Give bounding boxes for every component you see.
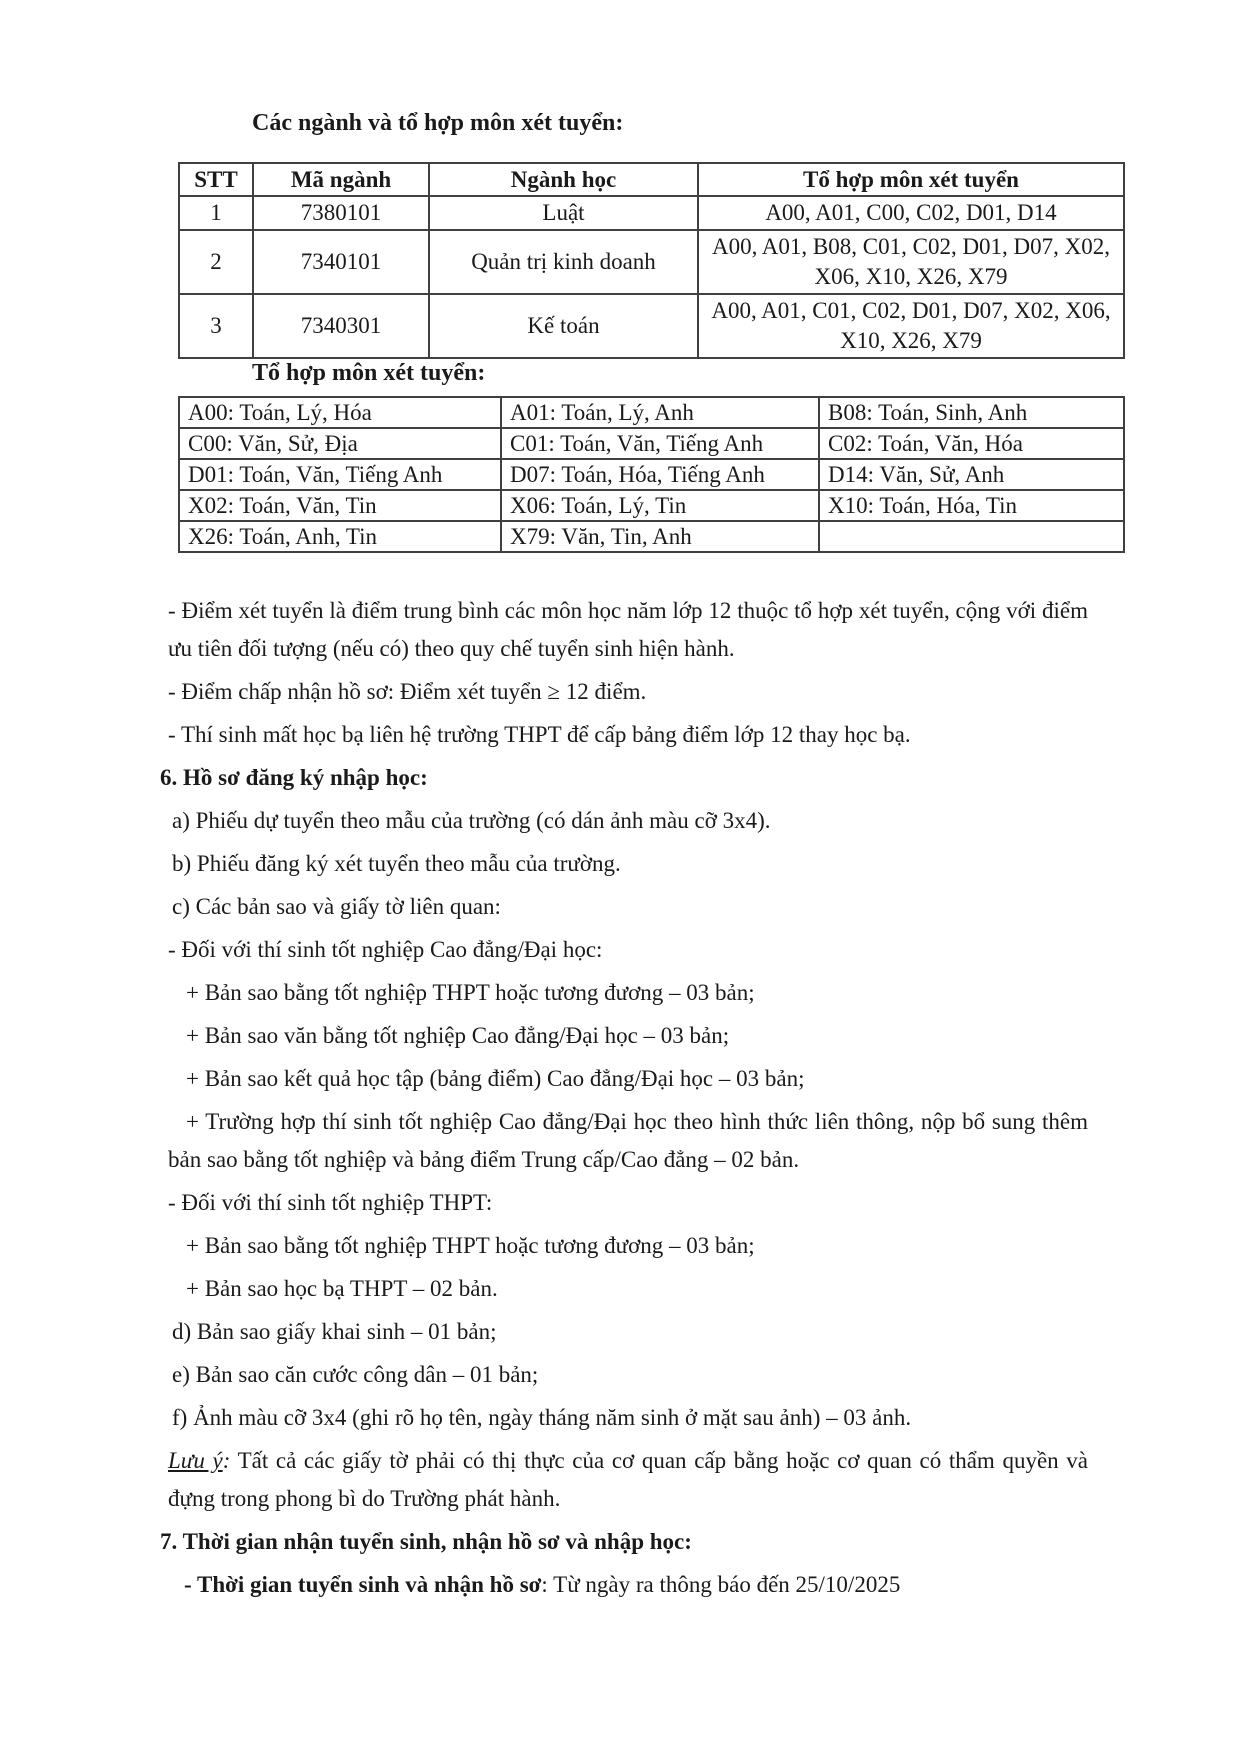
table-row — [179, 490, 1124, 521]
table-row — [179, 230, 1124, 294]
cell-combos: A00, A01, C00, C02, D01, D14 — [698, 196, 1124, 230]
cell-combo: X10: Toán, Hóa, Tin — [819, 490, 1124, 521]
cell-combo: X02: Toán, Văn, Tin — [179, 490, 501, 521]
table-row — [179, 459, 1124, 490]
group-highschool-graduates: - Đối với thí sinh tốt nghiệp THPT: — [168, 1190, 493, 1215]
combos-table — [178, 396, 1125, 553]
item-c: c) Các bản sao và giấy tờ liên quan: — [172, 894, 501, 919]
note-admission-score: - Điểm xét tuyển là điểm trung bình các môn học năm lớp 12 thuộc tổ hợp xét tuyển, cộng với điểm ưu tiên đối tượng (nếu có) theo quy chế tuyển sinh hiện hành. — [168, 598, 1088, 661]
item-f: f) Ảnh màu cỡ 3x4 (ghi rõ họ tên, ngày tháng năm sinh ở mặt sau ảnh) – 03 ảnh. — [172, 1405, 912, 1430]
item-b: b) Phiếu đăng ký xét tuyển theo mẫu của trường. — [172, 851, 621, 876]
note-lost-transcript: - Thí sinh mất học bạ liên hệ trường THPT để cấp bảng điểm lớp 12 thay học bạ. — [168, 722, 911, 747]
college-doc-4: + Trường hợp thí sinh tốt nghiệp Cao đẳng/Đại học theo hình thức liên thông, nộp bổ sung thêm bản sao bằng tốt nghiệp và bảng điểm Trung cấp/Cao đẳng – 02 bản. — [168, 1109, 1088, 1172]
majors-table — [178, 162, 1125, 359]
cell-combo: X26: Toán, Anh, Tin — [179, 521, 501, 552]
majors-table-header-row — [179, 163, 1124, 196]
cell-combo — [819, 521, 1124, 552]
column-header-major-code: Mã ngành — [253, 163, 429, 196]
college-doc-1: + Bản sao bằng tốt nghiệp THPT hoặc tương đương – 03 bản; — [186, 980, 755, 1005]
column-header-combos: Tổ hợp môn xét tuyển — [698, 163, 1124, 196]
admission-time-label: - Thời gian tuyển sinh và nhận hồ sơ — [184, 1572, 542, 1597]
majors-section-title: Các ngành và tổ hợp môn xét tuyển: — [252, 110, 624, 136]
cell-major-code: 7340301 — [253, 294, 429, 358]
note-colon: : — [222, 1448, 231, 1473]
table-row — [179, 397, 1124, 428]
cell-combo: X79: Văn, Tin, Anh — [501, 521, 819, 552]
section7-heading: 7. Thời gian nhận tuyển sinh, nhận hồ sơ và nhập học: — [160, 1529, 692, 1554]
cell-combo: B08: Toán, Sinh, Anh — [819, 397, 1124, 428]
cell-combo: A00: Toán, Lý, Hóa — [179, 397, 501, 428]
admission-time-value: : Từ ngày ra thông báo đến 25/10/2025 — [541, 1572, 901, 1597]
group-college-graduates: - Đối với thí sinh tốt nghiệp Cao đẳng/Đại học: — [168, 937, 603, 962]
cell-combo: X06: Toán, Lý, Tin — [501, 490, 819, 521]
cell-combo: D07: Toán, Hóa, Tiếng Anh — [501, 459, 819, 490]
highschool-doc-1: + Bản sao bằng tốt nghiệp THPT hoặc tương đương – 03 bản; — [186, 1233, 755, 1258]
cell-stt: 1 — [179, 196, 253, 230]
college-doc-3: + Bản sao kết quả học tập (bảng điểm) Cao đẳng/Đại học – 03 bản; — [186, 1066, 805, 1091]
cell-major-name: Quản trị kinh doanh — [429, 230, 698, 294]
item-d: d) Bản sao giấy khai sinh – 01 bản; — [172, 1319, 497, 1344]
highschool-doc-2: + Bản sao học bạ THPT – 02 bản. — [186, 1276, 498, 1301]
item-e: e) Bản sao căn cước công dân – 01 bản; — [172, 1362, 539, 1387]
cell-combos: A00, A01, C01, C02, D01, D07, X02, X06, X10, X26, X79 — [698, 294, 1124, 358]
cell-combo: C01: Toán, Văn, Tiếng Anh — [501, 428, 819, 459]
cell-combos: A00, A01, B08, C01, C02, D01, D07, X02, X06, X10, X26, X79 — [698, 230, 1124, 294]
cell-major-name: Luật — [429, 196, 698, 230]
table-row — [179, 428, 1124, 459]
cell-combo: D01: Toán, Văn, Tiếng Anh — [179, 459, 501, 490]
table-row — [179, 196, 1124, 230]
cell-stt: 2 — [179, 230, 253, 294]
college-doc-2: + Bản sao văn bằng tốt nghiệp Cao đẳng/Đại học – 03 bản; — [186, 1023, 730, 1048]
table-row — [179, 521, 1124, 552]
cell-combo: C02: Toán, Văn, Hóa — [819, 428, 1124, 459]
cell-major-code: 7340101 — [253, 230, 429, 294]
column-header-major-name: Ngành học — [429, 163, 698, 196]
combos-section-title: Tổ hợp môn xét tuyển: — [252, 360, 486, 386]
cell-major-code: 7380101 — [253, 196, 429, 230]
note-text: Tất cả các giấy tờ phải có thị thực của cơ quan cấp bằng hoặc cơ quan có thẩm quyền và đựng trong phong bì do Trường phát hành. — [168, 1448, 1089, 1511]
cell-combo: C00: Văn, Sử, Địa — [179, 428, 501, 459]
cell-combo: D14: Văn, Sử, Anh — [819, 459, 1124, 490]
note-label: Lưu ý — [168, 1448, 223, 1473]
column-header-stt: STT — [179, 163, 253, 196]
cell-combo: A01: Toán, Lý, Anh — [501, 397, 819, 428]
section6-heading: 6. Hồ sơ đăng ký nhập học: — [160, 765, 428, 790]
note-minimum-score: - Điểm chấp nhận hồ sơ: Điểm xét tuyển ≥ 12 điểm. — [168, 679, 647, 704]
body-text — [160, 592, 1088, 1604]
admission-time-line — [160, 1566, 1088, 1604]
table-row — [179, 294, 1124, 358]
cell-stt: 3 — [179, 294, 253, 358]
cell-major-name: Kế toán — [429, 294, 698, 358]
note-paragraph — [160, 1442, 1088, 1518]
item-a: a) Phiếu dự tuyển theo mẫu của trường (có dán ảnh màu cỡ 3x4). — [172, 808, 771, 833]
